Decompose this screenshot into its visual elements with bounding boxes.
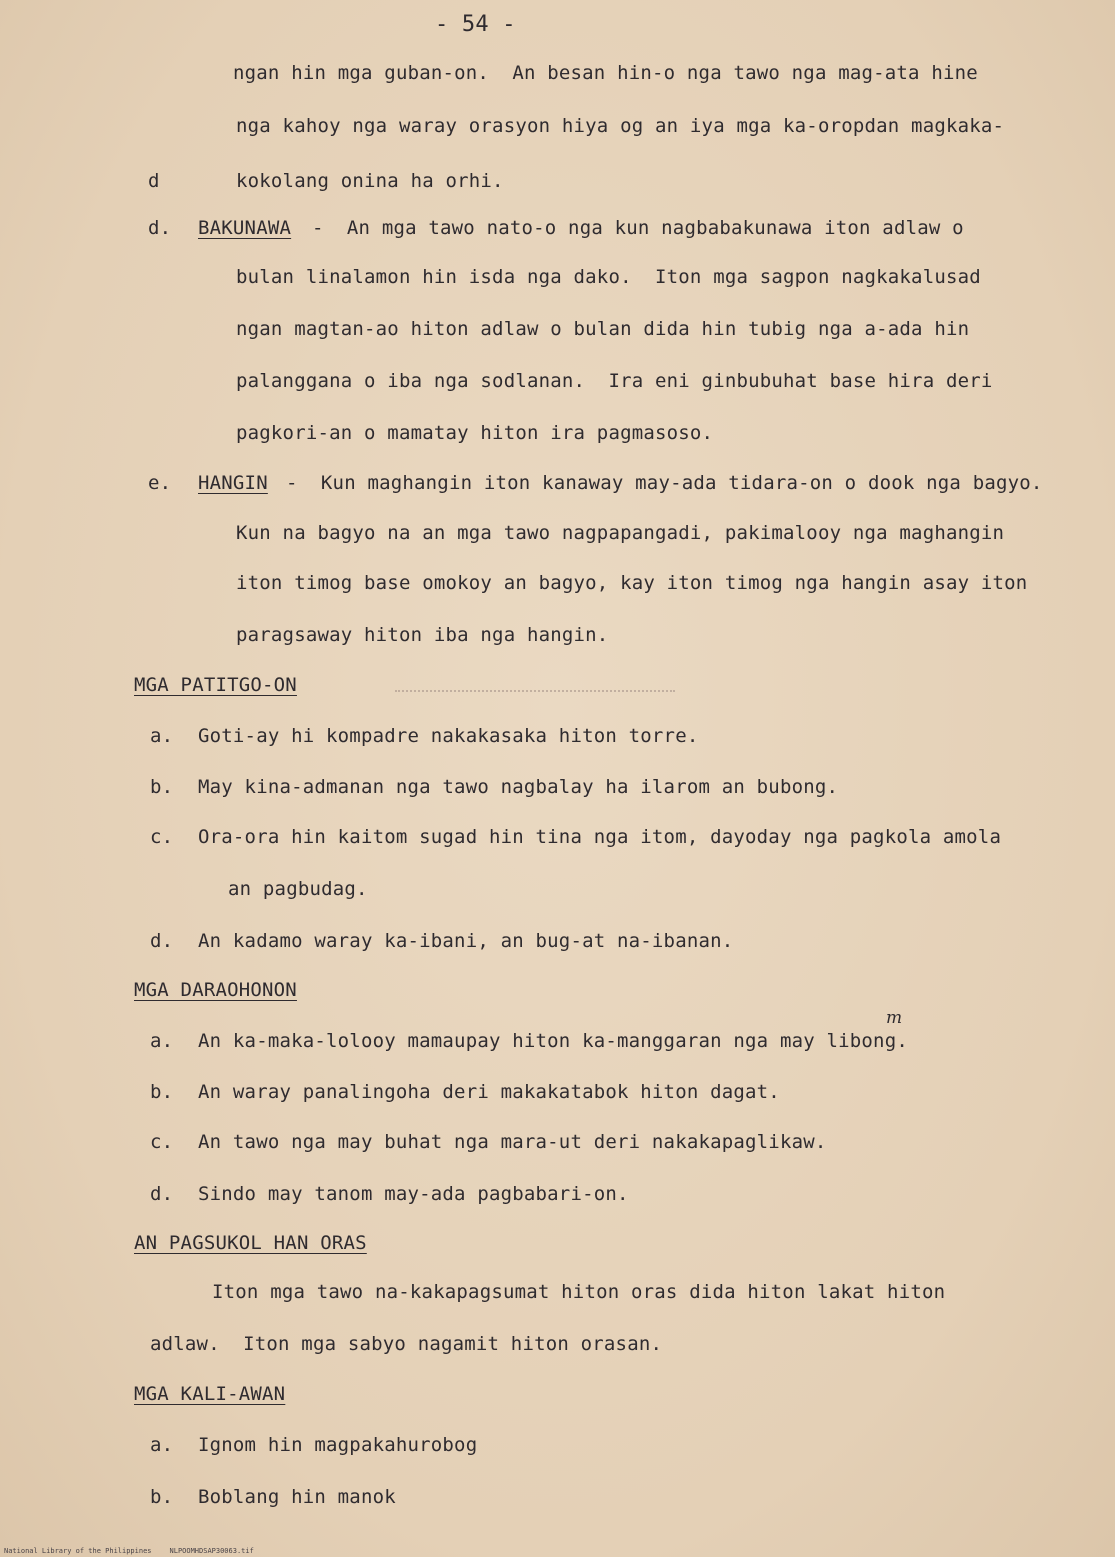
footer-caption xyxy=(4,1547,254,1555)
list-letter: d. xyxy=(150,1183,174,1205)
term-hangin: HANGIN xyxy=(198,472,268,494)
list-item: Sindo may tanom may-ada pagbabari-on. xyxy=(198,1183,629,1205)
paragraph-line: bulan linalamon hin isda nga dako. Iton mga sagpon nagkakalusad xyxy=(236,266,981,288)
list-item: Boblang hin manok xyxy=(198,1486,396,1508)
heading-kaliawan: MGA KALI-AWAN xyxy=(134,1383,286,1405)
heading-daraohonon: MGA DARAOHONON xyxy=(134,979,297,1001)
list-letter: a. xyxy=(150,1434,174,1456)
smudge xyxy=(395,690,675,692)
paragraph-line: paragsaway hiton iba nga hangin. xyxy=(236,624,609,646)
term-bakunawa: BAKUNAWA xyxy=(198,217,292,239)
list-item: Ignom hin magpakahurobog xyxy=(198,1434,478,1456)
list-item: An tawo nga may buhat nga mara-ut deri nakakapaglikaw. xyxy=(198,1131,827,1153)
paragraph-line: - Kun maghangin iton kanaway may-ada tidara-on o dook nga bagyo. xyxy=(286,472,1043,494)
handwritten-annotation: m xyxy=(886,1008,903,1028)
paragraph-line: ngan magtan-ao hiton adlaw o bulan dida hin tubig nga a-ada hin xyxy=(236,318,970,340)
page-number: - 54 - xyxy=(435,12,516,37)
list-item: May kina-admanan nga tawo nagbalay ha ilarom an bubong. xyxy=(198,776,839,798)
list-letter: b. xyxy=(150,1486,174,1508)
paragraph-line: adlaw. Iton mga sabyo nagamit hiton orasan. xyxy=(150,1333,663,1355)
paragraph-line: - An mga tawo nato-o nga kun nagbabakunawa iton adlaw o xyxy=(312,217,964,239)
footer-filename: NLPOOMHDSAP30063.tif xyxy=(169,1547,254,1555)
margin-mark: d xyxy=(148,170,160,192)
paragraph-line: pagkori-an o mamatay hiton ira pagmasoso. xyxy=(236,422,714,444)
list-item: Goti-ay hi kompadre nakakasaka hiton torre. xyxy=(198,725,699,747)
heading-patitgoon: MGA PATITGO-ON xyxy=(134,674,297,696)
heading-pagsukol: AN PAGSUKOL HAN ORAS xyxy=(134,1232,367,1254)
list-letter: a. xyxy=(150,725,174,747)
footer-library: National Library of the Philippines xyxy=(4,1547,152,1555)
list-item: An kadamo waray ka-ibani, an bug-at na-ibanan. xyxy=(198,930,734,952)
list-letter: b. xyxy=(150,1081,174,1103)
list-item: Ora-ora hin kaitom sugad hin tina nga itom, dayoday nga pagkola amola xyxy=(198,826,1002,848)
list-letter: a. xyxy=(150,1030,174,1052)
list-letter: c. xyxy=(150,1131,174,1153)
paragraph-line: kokolang onina ha orhi. xyxy=(236,170,504,192)
paragraph-line: Iton mga tawo na-kakapagsumat hiton oras dida hiton lakat hiton xyxy=(212,1281,946,1303)
list-item: An ka-maka-lolooy mamaupay hiton ka-manggaran nga may libong. xyxy=(198,1030,908,1052)
list-item-continuation: an pagbudag. xyxy=(228,878,368,900)
list-item: An waray panalingoha deri makakatabok hiton dagat. xyxy=(198,1081,780,1103)
item-letter: e. xyxy=(148,472,172,494)
paragraph-line: ngan hin mga guban-on. An besan hin-o nga tawo nga mag-ata hine xyxy=(233,62,978,84)
paragraph-line: nga kahoy nga waray orasyon hiya og an iya mga ka-oropdan magkaka- xyxy=(236,115,1005,137)
list-letter: c. xyxy=(150,826,174,848)
list-letter: b. xyxy=(150,776,174,798)
item-letter: d. xyxy=(148,217,172,239)
paragraph-line: palanggana o iba nga sodlanan. Ira eni ginbubuhat base hira deri xyxy=(236,370,993,392)
list-letter: d. xyxy=(150,930,174,952)
paragraph-line: iton timog base omokoy an bagyo, kay iton timog nga hangin asay iton xyxy=(236,572,1028,594)
paragraph-line: Kun na bagyo na an mga tawo nagpapangadi, pakimalooy nga maghangin xyxy=(236,522,1005,544)
